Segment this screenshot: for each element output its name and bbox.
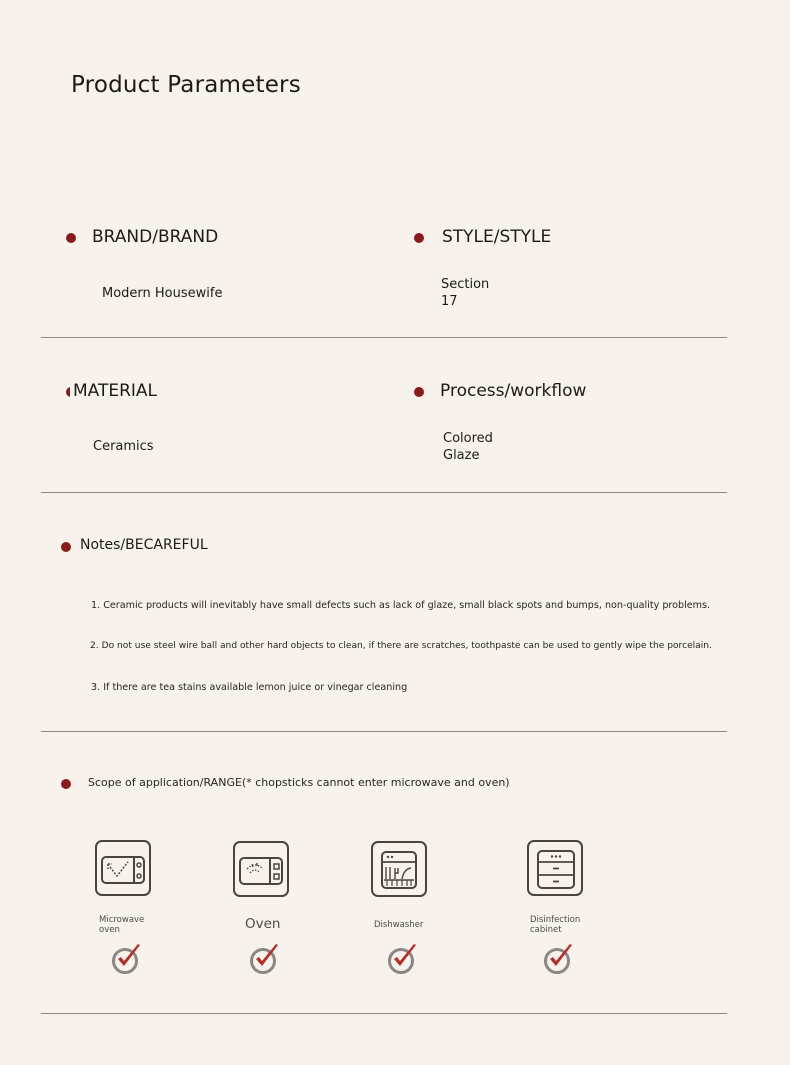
- bullet-dot: [61, 779, 71, 789]
- scope-heading: Scope of application/RANGE(* chopsticks cannot enter microwave and oven): [88, 776, 510, 789]
- check-icon: [110, 942, 144, 976]
- check-icon: [542, 942, 576, 976]
- bullet-dot: [66, 387, 70, 397]
- note-item: 1. Ceramic products will inevitably have small defects such as lack of glaze, small black spots and bumps, non-quality problems.: [91, 600, 711, 611]
- material-value: Ceramics: [93, 439, 154, 454]
- process-value-line2: Glaze: [443, 448, 480, 463]
- bullet-dot: [66, 233, 76, 243]
- scope-label: Dishwasher: [374, 920, 424, 930]
- divider: [41, 1013, 727, 1014]
- brand-value: Modern Housewife: [102, 286, 223, 301]
- divider: [41, 731, 727, 732]
- notes-heading: Notes/BECAREFUL: [80, 537, 208, 553]
- page-title: Product Parameters: [71, 72, 301, 98]
- oven-icon: [233, 841, 289, 897]
- scope-label: oven: [99, 925, 120, 935]
- divider: [41, 337, 727, 338]
- scope-label: Microwave: [99, 915, 145, 925]
- bullet-dot: [414, 233, 424, 243]
- material-heading: MATERIAL: [73, 381, 158, 401]
- disinfection-cabinet-icon: [527, 840, 583, 896]
- note-item: 3. If there are tea stains available lemon juice or vinegar cleaning: [91, 682, 408, 693]
- bullet-dot: [414, 387, 424, 397]
- dishwasher-icon: [371, 841, 427, 897]
- style-heading: STYLE/STYLE: [442, 227, 552, 247]
- check-icon: [386, 942, 420, 976]
- style-value-line1: Section: [441, 277, 490, 292]
- scope-label: Disinfection: [530, 915, 581, 925]
- scope-label: Oven: [245, 916, 281, 932]
- brand-heading: BRAND/BRAND: [92, 227, 219, 247]
- scope-label: cabinet: [530, 925, 562, 935]
- style-value-line2: 17: [441, 294, 458, 309]
- note-item: 2. Do not use steel wire ball and other hard objects to clean, if there are scratches, toothpaste can be used to gently wipe the porcelain.: [90, 641, 712, 651]
- process-heading: Process/workflow: [440, 381, 587, 401]
- divider: [41, 492, 727, 493]
- check-icon: [248, 942, 282, 976]
- microwave-icon: [95, 840, 151, 896]
- bullet-dot: [61, 542, 71, 552]
- process-value-line1: Colored: [443, 431, 493, 446]
